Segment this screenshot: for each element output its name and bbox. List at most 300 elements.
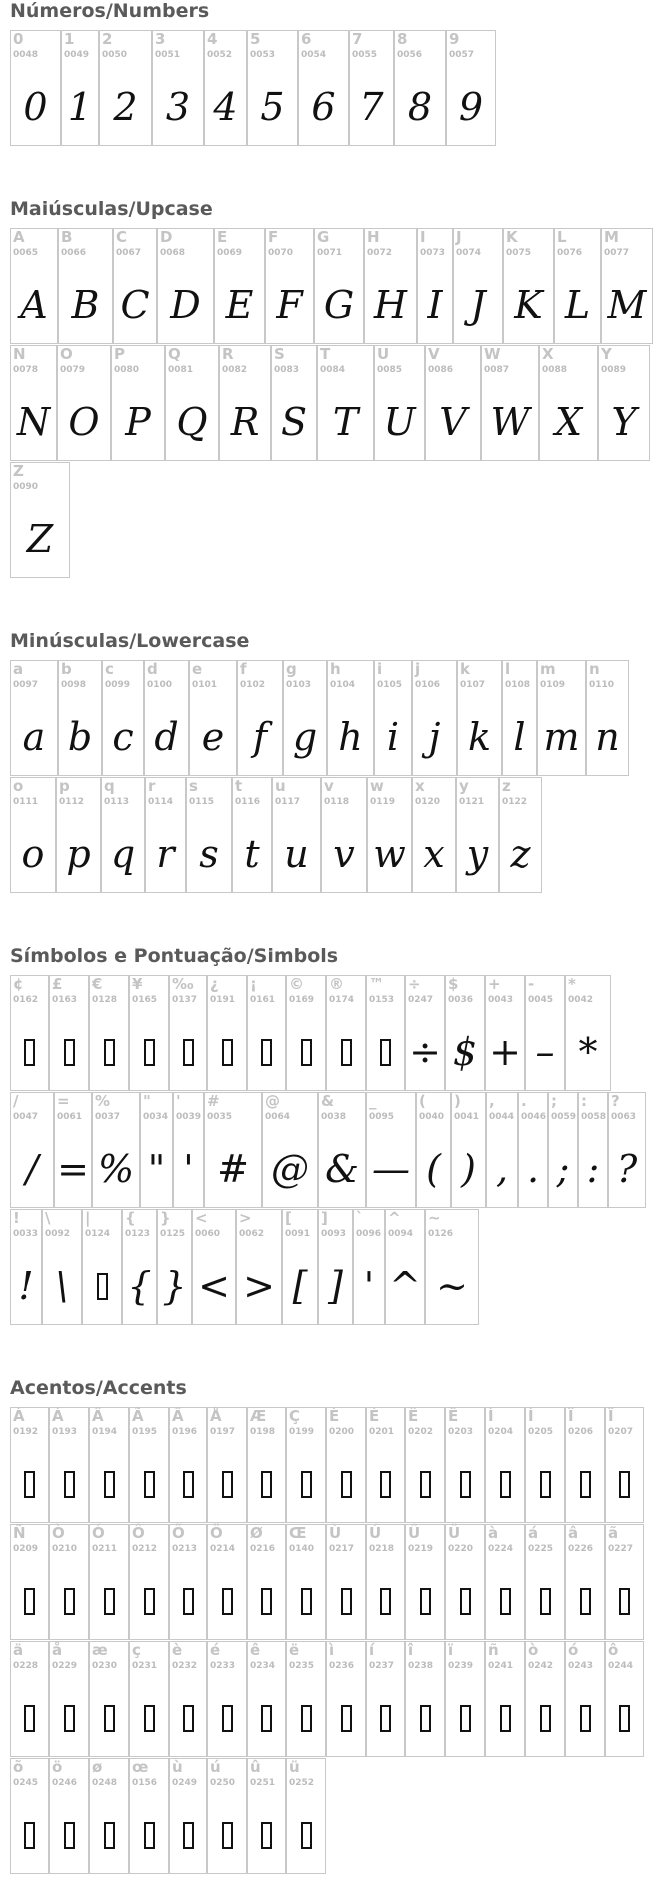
glyph-character-label: } — [160, 1209, 171, 1227]
glyph-cell — [366, 1407, 405, 1523]
glyph-code-label: 0095 — [369, 1112, 395, 1122]
glyph-code-label: 0230 — [92, 1661, 118, 1671]
glyph-cell — [89, 1641, 129, 1757]
glyph-cell — [271, 345, 317, 461]
glyph-cell — [232, 777, 272, 893]
glyph-character-label: ® — [329, 975, 344, 993]
glyph-cell — [186, 777, 232, 893]
glyph-code-label: 0204 — [488, 1427, 514, 1437]
glyph-cell — [537, 660, 586, 776]
glyph-cell — [353, 1209, 385, 1325]
glyph-cell — [56, 777, 101, 893]
missing-glyph-box-icon — [170, 1797, 206, 1873]
notdef-box-icon — [183, 1822, 194, 1849]
glyph-cell — [565, 1641, 605, 1757]
glyph-sample: \ — [55, 1264, 69, 1308]
glyph-sample: ' — [363, 1264, 375, 1308]
glyph-character-label: ; — [551, 1092, 557, 1110]
glyph-cell — [485, 1524, 525, 1640]
glyph-sample: H — [373, 283, 408, 327]
glyph-code-label: 0233 — [210, 1661, 236, 1671]
glyph-character-label: c — [105, 660, 114, 678]
glyph-sample: G — [323, 283, 355, 327]
glyph-character-label: \ — [45, 1209, 51, 1227]
glyph-cell — [412, 777, 456, 893]
glyph-cell — [157, 1209, 192, 1325]
glyph-character-label: 4 — [207, 30, 218, 48]
glyph-cell — [417, 228, 453, 344]
glyph-code-label: 0218 — [369, 1544, 395, 1554]
glyph-code-label: 0103 — [286, 680, 312, 690]
glyph-code-label: 0234 — [250, 1661, 276, 1671]
glyph-character-label: 7 — [352, 30, 363, 48]
glyph-character-label: E — [217, 228, 228, 246]
missing-glyph-box-icon — [566, 1446, 604, 1522]
notdef-box-icon — [183, 1588, 194, 1615]
notdef-box-icon — [24, 1588, 35, 1615]
notdef-box-icon — [301, 1471, 312, 1498]
glyph-character-label: î — [408, 1641, 414, 1659]
missing-glyph-box-icon — [287, 1446, 325, 1522]
glyph-sample: [ — [292, 1264, 308, 1308]
glyph-character-label: d — [147, 660, 158, 678]
glyph-sample: g — [292, 715, 318, 759]
glyph-cell — [525, 975, 565, 1091]
glyph-character-label: 9 — [449, 30, 460, 48]
glyph-cell — [485, 1407, 525, 1523]
missing-glyph-box-icon — [526, 1680, 564, 1756]
glyph-cell — [247, 1407, 286, 1523]
glyph-character-label: Ã — [132, 1407, 144, 1425]
glyph-character-label: õ — [13, 1758, 24, 1776]
glyph-code-label: 0161 — [250, 995, 276, 1005]
glyph-code-label: 0214 — [210, 1544, 236, 1554]
notdef-box-icon — [222, 1588, 233, 1615]
glyph-code-label: 0156 — [132, 1778, 158, 1788]
glyph-character-label: O — [60, 345, 73, 363]
missing-glyph-box-icon — [327, 1014, 365, 1090]
glyph-character-label: ¿ — [210, 975, 219, 993]
glyph-character-label: g — [286, 660, 297, 678]
section-accents — [10, 1377, 646, 1875]
glyph-sample: { — [127, 1264, 152, 1308]
glyph-cell — [601, 228, 653, 344]
glyph-cell — [49, 1758, 89, 1874]
missing-glyph-box-icon — [50, 1680, 88, 1756]
glyph-sample: ( — [426, 1147, 441, 1191]
glyph-cell — [54, 1092, 92, 1208]
notdef-box-icon — [144, 1822, 155, 1849]
glyph-sample: . — [526, 1147, 540, 1191]
glyph-character-label: ~ — [428, 1209, 441, 1227]
glyph-cell — [89, 1407, 129, 1523]
glyph-code-label: 0247 — [408, 995, 434, 1005]
glyph-sample: h — [338, 715, 363, 759]
glyph-code-label: 0089 — [601, 365, 627, 375]
glyph-cell — [539, 345, 598, 461]
glyph-sample: / — [25, 1147, 39, 1191]
glyph-character-label: e — [192, 660, 203, 678]
glyph-character-label: r — [148, 777, 156, 795]
glyph-character-label: ! — [13, 1209, 20, 1227]
glyph-character-label: Â — [92, 1407, 104, 1425]
glyph-cell — [10, 1407, 49, 1523]
glyph-code-label: 0041 — [454, 1112, 480, 1122]
glyph-code-label: 0213 — [172, 1544, 198, 1554]
glyph-code-label: 0239 — [448, 1661, 474, 1671]
missing-glyph-box-icon — [11, 1014, 48, 1090]
glyph-sample: C — [120, 283, 150, 327]
glyph-sample: l — [513, 715, 526, 759]
glyph-sample: 5 — [260, 85, 285, 129]
glyph-code-label: 0048 — [13, 50, 39, 60]
glyph-cell — [58, 660, 102, 776]
glyph-code-label: 0062 — [239, 1229, 265, 1239]
glyph-cell — [236, 1209, 282, 1325]
glyph-cell — [102, 660, 144, 776]
notdef-box-icon — [460, 1588, 471, 1615]
glyph-cell — [10, 777, 56, 893]
missing-glyph-box-icon — [170, 1014, 206, 1090]
glyph-character-label: Ë — [448, 1407, 459, 1425]
glyph-code-label: 0198 — [250, 1427, 276, 1437]
glyph-code-label: 0111 — [13, 797, 39, 807]
glyph-code-label: 0217 — [329, 1544, 355, 1554]
glyph-character-label: Ø — [250, 1524, 263, 1542]
glyph-code-label: 0102 — [240, 680, 266, 690]
glyph-character-label: < — [195, 1209, 208, 1227]
glyph-character-label: ÷ — [408, 975, 421, 993]
glyph-code-label: 0096 — [356, 1229, 382, 1239]
section-lowercase — [10, 630, 650, 894]
glyph-cell — [10, 30, 61, 146]
glyph-grid — [10, 1407, 646, 1875]
glyph-character-label: o — [13, 777, 24, 795]
glyph-sample: K — [514, 283, 543, 327]
glyph-cell — [286, 1524, 326, 1640]
notdef-box-icon — [222, 1705, 233, 1732]
glyph-code-label: 0118 — [324, 797, 350, 807]
notdef-box-icon — [380, 1471, 391, 1498]
glyph-character-label: ¥ — [132, 975, 143, 993]
missing-glyph-box-icon — [50, 1014, 88, 1090]
glyph-sample: a — [22, 715, 46, 759]
glyph-code-label: 0051 — [155, 50, 181, 60]
glyph-cell — [10, 975, 49, 1091]
glyph-cell — [314, 228, 364, 344]
glyph-sample: u — [284, 832, 309, 876]
glyph-code-label: 0070 — [268, 248, 294, 258]
glyph-code-label: 0109 — [540, 680, 566, 690]
glyph-character-label: J — [456, 228, 462, 246]
glyph-cell — [129, 1407, 169, 1523]
missing-glyph-box-icon — [327, 1680, 365, 1756]
glyph-cell — [247, 1641, 286, 1757]
glyph-character-label: - — [528, 975, 535, 993]
glyph-cell — [122, 1209, 157, 1325]
glyph-cell — [548, 1092, 578, 1208]
section-title: Maiúsculas/Upcase — [10, 198, 213, 220]
glyph-character-label: H — [367, 228, 380, 246]
glyph-cell — [457, 660, 502, 776]
glyph-character-label: ú — [210, 1758, 221, 1776]
notdef-box-icon — [341, 1039, 352, 1066]
glyph-sample: Z — [26, 517, 54, 561]
glyph-code-label: 0209 — [13, 1544, 39, 1554]
glyph-character-label: À — [13, 1407, 25, 1425]
notdef-box-icon — [380, 1705, 391, 1732]
notdef-box-icon — [104, 1471, 115, 1498]
missing-glyph-box-icon — [11, 1680, 48, 1756]
glyph-character-label: j — [415, 660, 421, 678]
glyph-cell — [111, 345, 165, 461]
glyph-code-label: 0202 — [408, 1427, 434, 1437]
glyph-sample: Y — [611, 400, 637, 444]
glyph-code-label: 0097 — [13, 680, 39, 690]
glyph-code-label: 0245 — [13, 1778, 39, 1788]
missing-glyph-box-icon — [446, 1563, 484, 1639]
notdef-box-icon — [144, 1471, 155, 1498]
glyph-code-label: 0113 — [104, 797, 130, 807]
glyph-character-label: Ù — [329, 1524, 342, 1542]
notdef-box-icon — [104, 1039, 115, 1066]
glyph-code-label: 0235 — [289, 1661, 315, 1671]
glyph-character-label: L — [557, 228, 567, 246]
glyph-code-label: 0040 — [419, 1112, 445, 1122]
glyph-sample: j — [428, 715, 441, 759]
glyph-code-label: 0036 — [448, 995, 474, 1005]
glyph-cell — [367, 777, 412, 893]
glyph-code-label: 0043 — [488, 995, 514, 1005]
glyph-code-label: 0251 — [250, 1778, 276, 1788]
glyph-cell — [49, 1524, 89, 1640]
glyph-code-label: 0119 — [370, 797, 396, 807]
section-title: Minúsculas/Lowercase — [10, 630, 250, 652]
glyph-cell — [49, 1641, 89, 1757]
glyph-cell — [207, 1524, 247, 1640]
glyph-code-label: 0140 — [289, 1544, 315, 1554]
glyph-cell — [283, 660, 327, 776]
notdef-box-icon — [24, 1471, 35, 1498]
glyph-code-label: 0116 — [235, 797, 261, 807]
missing-glyph-box-icon — [566, 1563, 604, 1639]
glyph-character-label: * — [568, 975, 576, 993]
glyph-character-label: D — [160, 228, 173, 246]
glyph-code-label: 0101 — [192, 680, 218, 690]
glyph-code-label: 0075 — [506, 248, 532, 258]
glyph-sample: L — [564, 283, 591, 327]
glyph-character-label: Æ — [250, 1407, 267, 1425]
glyph-sample: @ — [271, 1147, 309, 1191]
notdef-box-icon — [104, 1822, 115, 1849]
glyph-cell — [247, 30, 298, 146]
glyph-cell — [518, 1092, 548, 1208]
glyph-code-label: 0065 — [13, 248, 39, 258]
notdef-box-icon — [222, 1039, 233, 1066]
notdef-box-icon — [183, 1471, 194, 1498]
glyph-character-label: F — [268, 228, 279, 246]
glyph-code-label: 0110 — [589, 680, 615, 690]
glyph-cell — [405, 1641, 445, 1757]
glyph-sample: 4 — [213, 85, 238, 129]
glyph-cell — [57, 345, 111, 461]
glyph-cell — [272, 777, 321, 893]
glyph-character-label: S — [274, 345, 285, 363]
glyph-character-label: Ô — [132, 1524, 145, 1542]
glyph-sample: w — [373, 832, 406, 876]
glyph-code-label: 0224 — [488, 1544, 514, 1554]
missing-glyph-box-icon — [606, 1680, 643, 1756]
glyph-character-label: ê — [250, 1641, 261, 1659]
glyph-character-label: ø — [92, 1758, 103, 1776]
glyph-character-label: é — [210, 1641, 221, 1659]
notdef-box-icon — [261, 1705, 272, 1732]
notdef-box-icon — [64, 1471, 75, 1498]
glyph-sample: # — [217, 1147, 249, 1191]
glyph-character-label: R — [222, 345, 234, 363]
glyph-cell — [565, 1407, 605, 1523]
glyph-character-label: â — [568, 1524, 579, 1542]
glyph-cell — [598, 345, 650, 461]
glyph-cell — [326, 1524, 366, 1640]
glyph-code-label: 0219 — [408, 1544, 434, 1554]
glyph-sample: d — [154, 715, 179, 759]
glyph-code-label: 0248 — [92, 1778, 118, 1788]
glyph-code-label: 0044 — [489, 1112, 515, 1122]
glyph-character-label: = — [57, 1092, 70, 1110]
missing-glyph-box-icon — [90, 1563, 128, 1639]
glyph-character-label: t — [235, 777, 243, 795]
glyph-cell — [10, 462, 70, 578]
glyph-character-label: ] — [321, 1209, 328, 1227]
glyph-character-label: 6 — [301, 30, 312, 48]
glyph-code-label: 0114 — [148, 797, 174, 807]
glyph-sample: Q — [176, 400, 208, 444]
missing-glyph-box-icon — [90, 1680, 128, 1756]
glyph-cell — [503, 228, 554, 344]
glyph-character-label: / — [13, 1092, 19, 1110]
notdef-box-icon — [104, 1705, 115, 1732]
glyph-code-label: 0128 — [92, 995, 118, 1005]
glyph-sample: V — [439, 400, 467, 444]
glyph-sample: o — [21, 832, 45, 876]
glyph-character-label: Ó — [92, 1524, 105, 1542]
notdef-box-icon — [341, 1471, 352, 1498]
glyph-code-label: 0243 — [568, 1661, 594, 1671]
missing-glyph-box-icon — [130, 1014, 168, 1090]
missing-glyph-box-icon — [367, 1446, 404, 1522]
glyph-character-label: l — [505, 660, 511, 678]
glyph-sample: 9 — [458, 85, 484, 129]
glyph-character-label: ¢ — [13, 975, 24, 993]
glyph-code-label: 0042 — [568, 995, 594, 1005]
glyph-code-label: 0242 — [528, 1661, 554, 1671]
glyph-sample: + — [489, 1030, 521, 1074]
glyph-cell — [129, 1758, 169, 1874]
notdef-box-icon — [144, 1588, 155, 1615]
missing-glyph-box-icon — [446, 1446, 484, 1522]
glyph-cell — [49, 975, 89, 1091]
glyph-code-label: 0250 — [210, 1778, 236, 1788]
glyph-character-label: Ï — [608, 1407, 614, 1425]
glyph-character-label: Û — [408, 1524, 421, 1542]
notdef-box-icon — [460, 1705, 471, 1732]
glyph-cell — [10, 228, 58, 344]
glyph-code-label: 0049 — [64, 50, 90, 60]
missing-glyph-box-icon — [130, 1680, 168, 1756]
notdef-box-icon — [261, 1588, 272, 1615]
glyph-character-label: w — [370, 777, 384, 795]
glyph-code-label: 0123 — [125, 1229, 151, 1239]
glyph-cell — [192, 1209, 236, 1325]
glyph-code-label: 0195 — [132, 1427, 158, 1437]
glyph-cell — [89, 1758, 129, 1874]
missing-glyph-box-icon — [208, 1797, 246, 1873]
missing-glyph-box-icon — [248, 1680, 285, 1756]
glyph-cell — [286, 1641, 326, 1757]
glyph-code-label: 0241 — [488, 1661, 514, 1671]
missing-glyph-box-icon — [50, 1446, 88, 1522]
notdef-box-icon — [222, 1471, 233, 1498]
glyph-code-label: 0115 — [189, 797, 215, 807]
glyph-sample: 8 — [407, 85, 433, 129]
notdef-box-icon — [97, 1273, 108, 1300]
glyph-code-label: 0122 — [502, 797, 528, 807]
glyph-sample: D — [170, 283, 201, 327]
missing-glyph-box-icon — [406, 1446, 444, 1522]
glyph-cell — [374, 345, 425, 461]
glyph-sample: f — [252, 715, 268, 759]
glyph-code-label: 0105 — [377, 680, 403, 690]
glyph-sample: ) — [461, 1147, 476, 1191]
glyph-cell — [605, 1641, 644, 1757]
glyph-cell — [326, 975, 366, 1091]
glyph-cell — [485, 1641, 525, 1757]
glyph-cell — [394, 30, 446, 146]
glyph-character-label: Ä — [172, 1407, 184, 1425]
section-title: Acentos/Accents — [10, 1377, 187, 1399]
glyph-cell — [605, 1524, 644, 1640]
glyph-sample: t — [244, 832, 260, 876]
glyph-character-label: > — [239, 1209, 252, 1227]
glyph-code-label: 0163 — [52, 995, 78, 1005]
glyph-cell — [364, 228, 417, 344]
notdef-box-icon — [104, 1588, 115, 1615]
glyph-code-label: 0108 — [505, 680, 531, 690]
glyph-code-label: 0137 — [172, 995, 198, 1005]
glyph-sample: T — [332, 400, 359, 444]
glyph-code-label: 0200 — [329, 1427, 355, 1437]
glyph-character-label: X — [542, 345, 554, 363]
glyph-cell — [445, 1641, 485, 1757]
glyph-code-label: 0080 — [114, 365, 140, 375]
glyph-cell — [317, 345, 374, 461]
glyph-code-label: 0212 — [132, 1544, 158, 1554]
missing-glyph-box-icon — [367, 1680, 404, 1756]
glyph-character-label: , — [489, 1092, 495, 1110]
glyph-cell — [425, 345, 481, 461]
glyph-code-label: 0069 — [217, 248, 243, 258]
glyph-cell — [129, 1641, 169, 1757]
notdef-box-icon — [64, 1705, 75, 1732]
glyph-cell — [140, 1092, 173, 1208]
missing-glyph-box-icon — [406, 1563, 444, 1639]
glyph-cell — [374, 660, 412, 776]
glyph-code-label: 0244 — [608, 1661, 634, 1671]
glyph-cell — [10, 1524, 49, 1640]
glyph-character-label: & — [321, 1092, 335, 1110]
glyph-character-label: È — [329, 1407, 340, 1425]
